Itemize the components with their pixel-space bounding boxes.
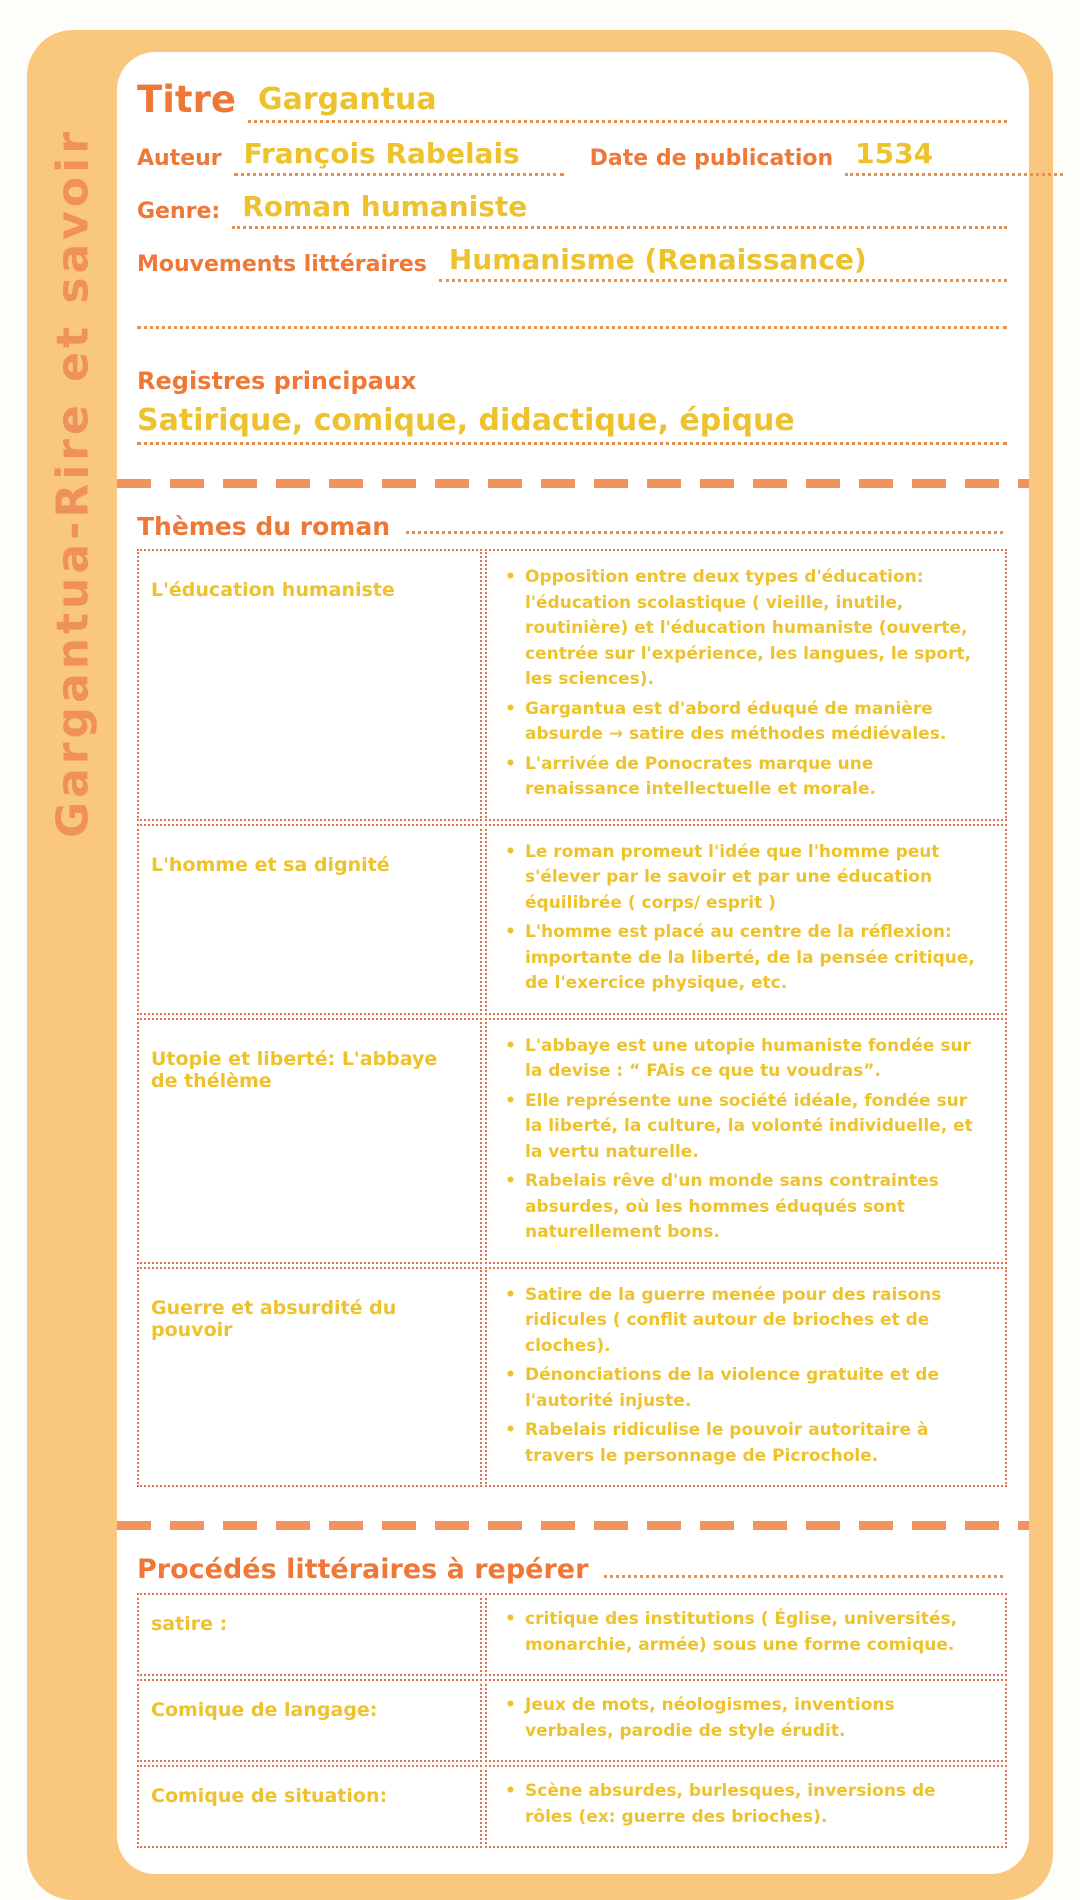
auteur-label: Auteur	[137, 146, 222, 171]
theme-bullet-text: Elle représente une société idéale, fondée sur la liberté, la culture, la volonté individuelle, et la vertu naturelle.	[525, 1090, 973, 1162]
orange-frame	[27, 30, 1053, 1900]
theme-bullet	[499, 1034, 989, 1085]
procedes-heading-dotline	[604, 1575, 1003, 1578]
theme-title: L'éducation humaniste	[137, 549, 482, 821]
genre-label: Genre:	[137, 199, 221, 224]
auteur-underline	[234, 137, 564, 176]
theme-title: Guerre et absurdité du pouvoir	[137, 1267, 482, 1488]
titre-field	[137, 78, 1007, 123]
theme-bullet-text: Le roman promeut l'idée que l'homme peut s'élever par le savoir et par une éducation équilibrée ( corps/ esprit )	[525, 841, 940, 913]
genre-underline	[232, 190, 1007, 229]
theme-bullet	[499, 1169, 989, 1246]
theme-bullet	[499, 565, 989, 693]
theme-bullet	[499, 1089, 989, 1166]
empty-dotted-line	[137, 326, 1007, 329]
procede-title: Comique de situation:	[137, 1765, 482, 1848]
genre-field	[137, 190, 1007, 229]
procede-bullet-list	[499, 1693, 989, 1744]
auteur-value: François Rabelais	[243, 137, 520, 170]
procede-title: Comique de langage:	[137, 1679, 482, 1762]
theme-bullet	[499, 1363, 989, 1414]
mouvements-underline	[439, 243, 1007, 282]
theme-bullet	[499, 752, 989, 803]
procede-row	[485, 1593, 1007, 1676]
dashed-divider-bottom	[117, 1521, 1029, 1530]
auteur-field	[137, 137, 1007, 176]
theme-bullet-list	[499, 1283, 989, 1470]
theme-title: L'homme et sa dignité	[137, 824, 482, 1015]
mouvements-value: Humanisme (Renaissance)	[448, 243, 867, 276]
theme-row	[485, 824, 1007, 1015]
theme-bullet-text: Satire de la guerre menée pour des raisons ridicules ( conflit autour de brioches et de cloches).	[525, 1284, 942, 1356]
theme-bullet-text: Rabelais rêve d'un monde sans contraintes absurdes, où les hommes éduqués sont naturellement bons.	[525, 1171, 939, 1242]
procede-bullet	[499, 1607, 989, 1658]
theme-bullet-text: Opposition entre deux types d'éducation: l'éducation scolastique ( vieille, inutile, routinière) et l'éducation humaniste (ouverte, centrée sur l'expérience, les langues, le sport, les sciences).	[525, 567, 972, 689]
procede-bullet-text: critique des institutions ( Église, universités, monarchie, armée) sous une forme comique.	[525, 1609, 958, 1655]
theme-bullet-text: L'abbaye est une utopie humaniste fondée sur la devise : “ FAis ce que tu voudras”.	[525, 1035, 971, 1081]
date-label: Date de publication	[589, 146, 834, 171]
procede-bullet	[499, 1779, 989, 1830]
theme-bullet-text: Rabelais ridiculise le pouvoir autoritaire à travers le personnage de Picrochole.	[525, 1420, 929, 1466]
theme-bullet-text: Dénonciations de la violence gratuite et de l'autorité injuste.	[525, 1365, 940, 1411]
titre-label: Titre	[137, 78, 236, 121]
themes-table	[137, 549, 1007, 1487]
procede-title: satire :	[137, 1593, 482, 1676]
procedes-heading-row	[137, 1554, 1007, 1585]
theme-row	[485, 549, 1007, 821]
themes-heading: Thèmes du roman	[137, 512, 391, 541]
theme-bullet-list	[499, 840, 989, 997]
registres-underline	[137, 403, 1007, 445]
theme-bullet	[499, 920, 989, 997]
date-value: 1534	[855, 137, 934, 170]
procede-row	[485, 1679, 1007, 1762]
genre-value: Roman humaniste	[242, 190, 528, 223]
theme-bullet-text: L'homme est placé au centre de la réflexion: importante de la liberté, de la pensée critique, de l'exercice physique, etc.	[525, 922, 975, 993]
theme-bullet-list	[499, 565, 989, 803]
registres-label: Registres principaux	[137, 367, 417, 395]
sheet-card	[117, 52, 1029, 1874]
theme-bullet-list	[499, 1034, 989, 1246]
theme-bullet	[499, 840, 989, 917]
mouvements-label: Mouvements littéraires	[137, 252, 427, 277]
procede-bullet-text: Jeux de mots, néologismes, inventions verbales, parodie de style érudit.	[525, 1695, 895, 1741]
procede-bullet	[499, 1693, 989, 1744]
themes-heading-dotline	[406, 531, 1003, 534]
procede-bullet-text: Scène absurdes, burlesques, inversions de rôles (ex: guerre des brioches).	[525, 1781, 936, 1827]
titre-value: Gargantua	[257, 82, 437, 117]
procede-bullet-list	[499, 1779, 989, 1830]
theme-row	[485, 1018, 1007, 1264]
procedes-table	[137, 1593, 1007, 1848]
theme-bullet-text: L'arrivée de Ponocrates marque une renaissance intellectuelle et morale.	[525, 753, 876, 799]
registres-value: Satirique, comique, didactique, épique	[137, 403, 795, 438]
theme-bullet	[499, 1283, 989, 1360]
theme-bullet	[499, 697, 989, 748]
vertical-title: Gargantua-Rire et savoir	[47, 128, 99, 838]
theme-title: Utopie et liberté: L'abbaye de thélème	[137, 1018, 482, 1264]
procedes-heading: Procédés littéraires à repérer	[137, 1554, 589, 1585]
theme-bullet-text: Gargantua est d'abord éduqué de manière absurde → satire des méthodes médiévales.	[525, 698, 947, 744]
titre-underline	[248, 82, 1007, 123]
mouvements-field	[137, 243, 1007, 282]
dashed-divider-top	[117, 479, 1029, 488]
date-underline	[845, 137, 1063, 176]
procede-bullet-list	[499, 1607, 989, 1658]
themes-heading-row	[137, 512, 1007, 541]
procede-row	[485, 1765, 1007, 1848]
theme-row	[485, 1267, 1007, 1488]
theme-bullet	[499, 1418, 989, 1469]
